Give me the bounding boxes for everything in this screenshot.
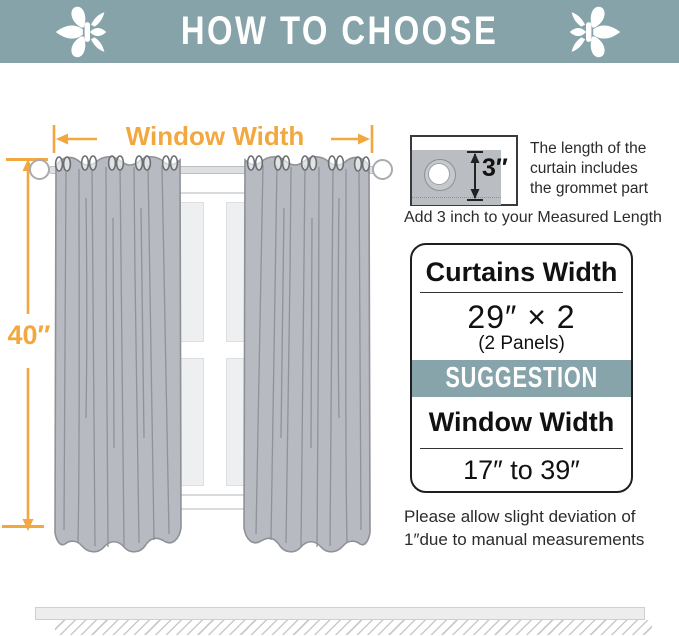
fleur-de-lis-icon — [54, 5, 108, 59]
curtain-panel-right — [241, 148, 373, 560]
rod-finial-left — [29, 159, 50, 180]
table-divider — [420, 292, 623, 293]
grommet-note-line: the grommet part — [530, 180, 649, 197]
curtain-panel-left — [52, 148, 184, 560]
grommet-ring-icon — [424, 159, 456, 191]
floor-hatching — [55, 620, 652, 635]
grommet-note-line: The length of the — [530, 140, 647, 157]
deviation-note — [404, 505, 679, 551]
curtain-height-label: 40″ — [7, 320, 51, 350]
deviation-note-line: 1″due to manual measurements — [404, 530, 645, 549]
window-width-label: Window Width — [125, 121, 305, 151]
stitch-dotted-line — [412, 197, 501, 198]
table-divider — [420, 448, 623, 449]
deviation-note-line: Please allow slight deviation of — [404, 507, 636, 526]
window-width-value: 17″ to 39″ — [463, 455, 580, 485]
grommet-note-line: curtain includes — [530, 160, 638, 177]
panels-note: (2 Panels) — [478, 333, 565, 354]
add-length-note: Add 3 inch to your Measured Length — [404, 209, 662, 226]
grommet-length-label: 3″ — [482, 154, 508, 182]
curtains-width-value: 29″ × 2 — [467, 299, 576, 335]
grommet-diagram — [410, 135, 518, 206]
size-suggestion-table — [410, 243, 633, 493]
curtains-width-header: Curtains Width — [425, 257, 618, 287]
floor-bar — [35, 607, 645, 620]
suggestion-label: SUGGESTION — [445, 362, 598, 394]
grommet-note — [530, 139, 678, 199]
window-width-header: Window Width — [428, 407, 615, 437]
rod-finial-right — [372, 159, 393, 180]
suggestion-band — [412, 360, 631, 397]
fleur-de-lis-icon — [568, 5, 622, 59]
page-title: HOW TO CHOOSE — [180, 9, 499, 53]
header-banner — [0, 0, 679, 63]
